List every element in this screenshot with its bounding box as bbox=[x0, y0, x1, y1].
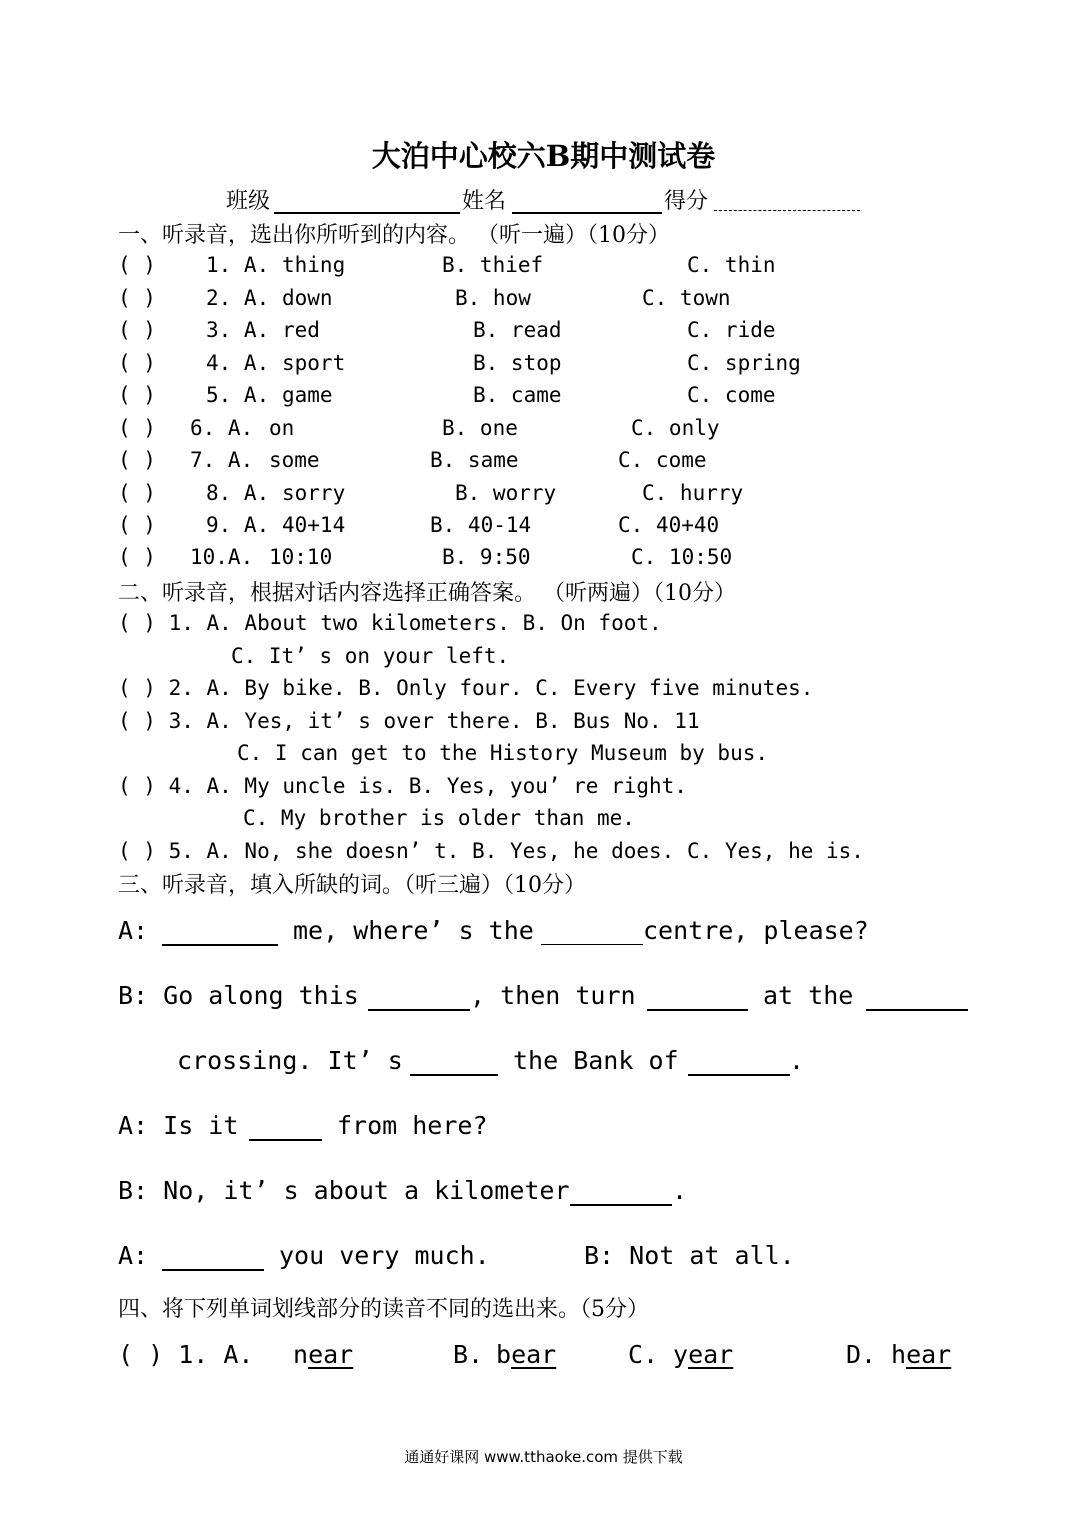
question-number: 2. A. bbox=[206, 286, 270, 310]
dialog-text: you very much. bbox=[279, 1241, 490, 1270]
option-c: C. ride bbox=[687, 318, 776, 342]
fill-blank[interactable] bbox=[249, 1139, 322, 1141]
dialog-text: A: Is it bbox=[118, 1111, 239, 1140]
dialog-text: A: bbox=[118, 916, 149, 945]
option-a: some bbox=[269, 448, 320, 472]
option-a: on bbox=[269, 416, 295, 440]
answer-bracket[interactable]: ( ) bbox=[118, 351, 156, 375]
option-a: red bbox=[282, 318, 320, 342]
option-c: C. spring bbox=[687, 351, 801, 375]
fill-blank[interactable] bbox=[541, 944, 643, 945]
score-label: 得分 bbox=[664, 189, 709, 214]
dialog-text: the Bank of bbox=[513, 1046, 679, 1075]
dialog-text: from here? bbox=[337, 1111, 488, 1140]
class-label: 班级 bbox=[226, 189, 271, 214]
option-c: C. 10:50 bbox=[631, 545, 733, 569]
class-blank[interactable] bbox=[274, 190, 460, 218]
dialog-text: at the bbox=[763, 981, 854, 1010]
s4-option-b-label: B. bbox=[453, 1340, 484, 1369]
name-blank[interactable] bbox=[512, 190, 662, 218]
fill-blank[interactable] bbox=[688, 1074, 790, 1076]
score-blank[interactable] bbox=[714, 210, 860, 211]
s2-line: C. My brother is older than me. bbox=[243, 806, 635, 830]
option-c: C. town bbox=[642, 286, 731, 310]
question-number: 4. A. bbox=[206, 351, 270, 375]
question-number: 10.A. bbox=[190, 545, 254, 569]
s4-option-d-label: D. bbox=[846, 1340, 877, 1369]
option-c: C. 40+40 bbox=[618, 513, 720, 537]
option-b: B. 9:50 bbox=[442, 545, 531, 569]
dialog-text: me, where’ s the bbox=[293, 916, 534, 945]
answer-bracket[interactable]: ( ) bbox=[118, 416, 156, 440]
answer-bracket[interactable]: ( ) bbox=[118, 383, 156, 407]
dialog-text: , then turn bbox=[470, 981, 636, 1010]
s2-line: ( ) 3. A. Yes, it’ s over there. B. Bus No. 11 bbox=[118, 709, 700, 733]
answer-bracket[interactable]: ( ) bbox=[118, 286, 156, 310]
section4-heading: 四、将下列单词划线部分的读音不同的选出来。（5分） bbox=[118, 1297, 649, 1322]
section1-heading: 一、听录音，选出你所听到的内容。 （听一遍）（10分） bbox=[118, 223, 670, 248]
question-number: 8. A. bbox=[206, 481, 270, 505]
s4-option-b: bear bbox=[496, 1340, 557, 1369]
answer-bracket[interactable]: ( ) bbox=[118, 481, 156, 505]
option-a: sport bbox=[282, 351, 346, 375]
option-b: B. stop bbox=[473, 351, 562, 375]
option-a: 10:10 bbox=[269, 545, 333, 569]
section3-heading: 三、听录音，填入所缺的词。（听三遍）（10分） bbox=[118, 873, 586, 898]
fill-blank[interactable] bbox=[866, 1009, 968, 1011]
s2-line: ( ) 4. A. My uncle is. B. Yes, you’ re right. bbox=[118, 774, 687, 798]
dialog-text: A: bbox=[118, 1241, 149, 1270]
footer: 通通好课网 www.tthaoke.com 提供下载 bbox=[404, 1448, 683, 1466]
fill-blank[interactable] bbox=[368, 1009, 470, 1011]
dialog-text: crossing. It’ s bbox=[177, 1046, 403, 1075]
option-b: B. read bbox=[473, 318, 562, 342]
option-a: 40+14 bbox=[282, 513, 346, 537]
option-c: C. come bbox=[687, 383, 776, 407]
option-b: B. how bbox=[455, 286, 531, 310]
fill-blank[interactable] bbox=[410, 1074, 498, 1076]
fill-blank[interactable] bbox=[647, 1009, 748, 1011]
dialog-text: B: Not at all. bbox=[584, 1241, 795, 1270]
option-c: C. only bbox=[631, 416, 720, 440]
dialog-text: . bbox=[672, 1176, 688, 1205]
question-number: 1. A. bbox=[206, 253, 270, 277]
dialog-text: B: Go along this bbox=[118, 981, 359, 1010]
option-b: B. 40-14 bbox=[430, 513, 532, 537]
answer-bracket[interactable]: ( ) bbox=[118, 448, 156, 472]
s2-line: ( ) 2. A. By bike. B. Only four. C. Every five minutes. bbox=[118, 676, 814, 700]
page-title: 大泊中心校六B期中测试卷 bbox=[371, 139, 716, 173]
option-b: B. came bbox=[473, 383, 562, 407]
s4-option-a: near bbox=[293, 1340, 354, 1369]
question-number: 6. A. bbox=[190, 416, 254, 440]
fill-blank[interactable] bbox=[162, 1269, 264, 1271]
option-c: C. come bbox=[618, 448, 707, 472]
name-label: 姓名 bbox=[462, 189, 507, 214]
fill-blank[interactable] bbox=[162, 944, 278, 946]
s4-option-c-label: C. bbox=[628, 1340, 659, 1369]
s2-line: C. I can get to the History Museum by bus. bbox=[237, 741, 769, 765]
option-a: down bbox=[282, 286, 333, 310]
option-b: B. same bbox=[430, 448, 519, 472]
answer-bracket[interactable]: ( ) bbox=[118, 545, 156, 569]
option-a: game bbox=[282, 383, 333, 407]
answer-bracket[interactable]: ( ) bbox=[118, 513, 156, 537]
option-c: C. hurry bbox=[642, 481, 744, 505]
answer-bracket[interactable]: ( ) bbox=[118, 253, 156, 277]
option-a: sorry bbox=[282, 481, 346, 505]
s2-line: C. It’ s on your left. bbox=[231, 644, 510, 668]
option-a: thing bbox=[282, 253, 346, 277]
question-number: 5. A. bbox=[206, 383, 270, 407]
option-b: B. worry bbox=[455, 481, 557, 505]
question-number: 9. A. bbox=[206, 513, 270, 537]
dialog-text: . bbox=[789, 1046, 805, 1075]
section2-heading: 二、听录音，根据对话内容选择正确答案。 （听两遍）（10分） bbox=[118, 581, 736, 606]
option-b: B. one bbox=[442, 416, 518, 440]
s4-option-d: hear bbox=[891, 1340, 952, 1369]
dialog-text: B: No, it’ s about a kilometer bbox=[118, 1176, 570, 1205]
fill-blank[interactable] bbox=[570, 1204, 672, 1206]
s2-line: ( ) 5. A. No, she doesn’ t. B. Yes, he does. C. Yes, he is. bbox=[118, 839, 864, 863]
s4-prefix: ( ) 1. A. bbox=[118, 1340, 254, 1369]
option-b: B. thief bbox=[442, 253, 544, 277]
option-c: C. thin bbox=[687, 253, 776, 277]
answer-bracket[interactable]: ( ) bbox=[118, 318, 156, 342]
question-number: 7. A. bbox=[190, 448, 254, 472]
question-number: 3. A. bbox=[206, 318, 270, 342]
s4-option-c: year bbox=[673, 1340, 734, 1369]
s2-line: ( ) 1. A. About two kilometers. B. On foot. bbox=[118, 611, 662, 635]
dialog-text: centre, please? bbox=[643, 916, 869, 945]
